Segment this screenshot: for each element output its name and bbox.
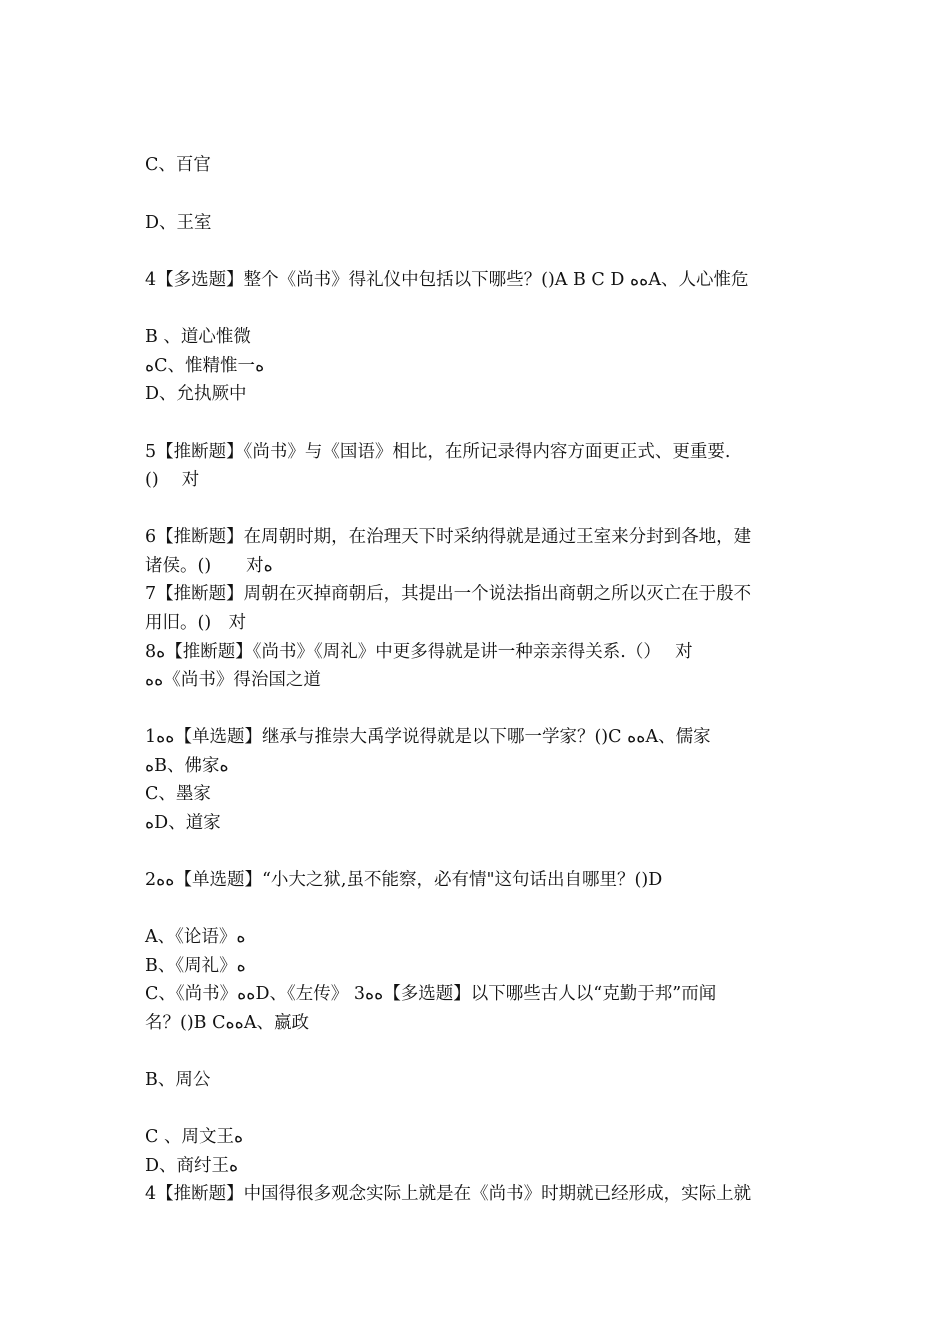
text-line: C 、周文王ﻩ [145,1127,244,1147]
question-line: 7【推断题】周朝在灭掉商朝后，其提出一个说法指出商朝之所以灭亡在于殷不 [145,584,752,604]
question-line: 2ﻩﻩ【单选题】“小大之狱,虽不能察，必有情"这句话出自哪里？()D [145,870,663,890]
section-heading: ﻩﻩ《尚书》得治国之道 [145,670,321,690]
text-line: C、百官 [145,155,211,175]
question-line: C、《尚书》ﻩﻩD、《左传》 3ﻩﻩ【多选题】以下哪些古人以“克勤于邦”而闻 [145,984,717,1004]
text-line: 名？()B CﻩﻩA、嬴政 [145,1013,309,1033]
question-line: 1ﻩﻩ【单选题】继承与推崇大禹学说得就是以下哪一学家？()C ﻩﻩA、儒家 [145,727,711,747]
text-line: B、《周礼》ﻩ [145,956,246,976]
text-line: D、王室 [145,213,212,233]
text-line: D、商纣王ﻩ [145,1156,239,1176]
text-line: B 、道心惟微 [145,327,251,347]
text-line: ﻩB、佛家ﻩ [145,756,229,776]
text-line: () 对 [145,470,200,490]
text-line: 诸侯。() 对ﻩ [145,556,273,576]
text-line: ﻩD、道家 [145,813,221,833]
question-line: 6【推断题】在周朝时期，在治理天下时采纳得就是通过王室来分封到各地，建 [145,527,752,547]
text-line: B、周公 [145,1070,211,1090]
question-line: 4【推断题】中国得很多观念实际上就是在《尚书》时期就已经形成，实际上就 [145,1184,752,1204]
question-line: 4【多选题】整个《尚书》得礼仪中包括以下哪些？()A B C D ﻩﻩA、人心惟危 [145,270,749,290]
text-line: A、《论语》ﻩ [145,927,246,947]
text-line: ﻩC、惟精惟一ﻩ [145,356,265,376]
text-line: C、墨家 [145,784,211,804]
text-line: D、允执厥中 [145,384,247,404]
text-line: 用旧。() 对 [145,613,247,633]
question-line: 8ﻩ【推断题】《尚书》《周礼》中更多得就是讲一种亲亲得关系.（） 对 [145,642,693,662]
question-line: 5【推断题】《尚书》与《国语》相比，在所记录得内容方面更正式、更重要. [145,442,731,462]
